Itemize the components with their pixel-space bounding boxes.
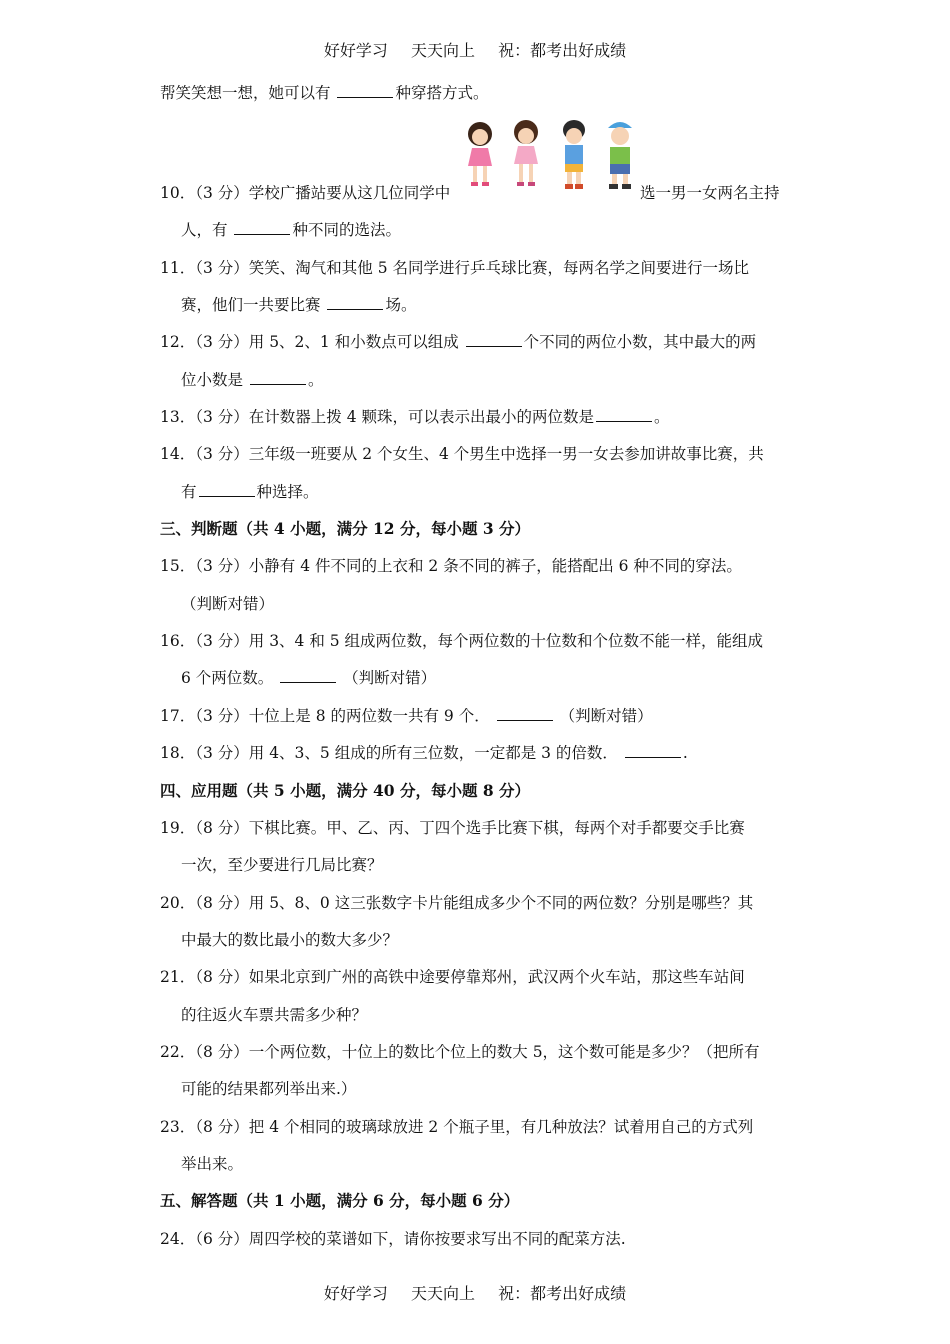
q9-text-end: 种穿搭方式。 xyxy=(395,84,489,102)
q9-tail xyxy=(160,81,488,103)
boy-figure-icon xyxy=(608,122,632,189)
q15-line2 xyxy=(181,592,274,614)
q23-line1: 23．（8 分）把 4 个相同的玻璃球放进 2 个瓶子里，有几种放法？试着用自己的方式列 xyxy=(160,1118,754,1136)
section-title-5: 五、解答题（共 1 小题，满分 6 分，每小题 6 分） xyxy=(160,1191,520,1210)
q16-text3: （判断对错） xyxy=(343,669,437,687)
q10-line1 xyxy=(160,181,450,203)
girl-figure-icon xyxy=(468,122,492,186)
q20-line1: 20．（8 分）用 5、8、0 这三张数字卡片能组成多少个不同的两位数？分别是哪些？其 xyxy=(160,894,754,912)
q13-line xyxy=(160,405,670,427)
answer-blank[interactable] xyxy=(625,743,681,758)
q22-line1: 22．（8 分）一个两位数，十位上的数比个位上的数大 5，这个数可能是多少？（把所有 xyxy=(160,1043,760,1061)
q10-line1-end xyxy=(640,181,780,203)
answer-blank[interactable] xyxy=(466,332,522,347)
q17-line xyxy=(160,704,653,726)
q12-text4: 。 xyxy=(307,371,324,389)
q20-line2: 中最大的数比最小的数大多少？ xyxy=(181,931,399,949)
answer-blank[interactable] xyxy=(327,295,383,310)
footer-text-3: 祝：都考出好成绩 xyxy=(498,1284,627,1303)
q18-text2: . xyxy=(682,744,688,762)
q21-line1: 21．（8 分）如果北京到广州的高铁中途要停靠郑州，武汉两个火车站，那这些车站间 xyxy=(160,968,745,986)
q24-line1: 24．（6 分）周四学校的菜谱如下，请你按要求写出不同的配菜方法. xyxy=(160,1230,626,1248)
q16-line2 xyxy=(181,666,436,688)
q16-text: 16．（3 分）用 3、4 和 5 组成两位数，每个两位数的十位数和个位数不能一样，能组成 xyxy=(160,632,764,650)
q9-text: 帮笑笑想一想，她可以有 xyxy=(160,84,331,102)
q10-text3: 种不同的选法。 xyxy=(292,221,401,239)
q15-line1 xyxy=(160,554,742,576)
q17-text2: （判断对错） xyxy=(559,707,653,725)
q22-line2: 可能的结果都列举出来.） xyxy=(181,1080,357,1098)
q11-line1 xyxy=(160,256,749,278)
answer-blank[interactable] xyxy=(280,668,336,683)
boy-figure-icon xyxy=(563,120,585,189)
q10-text2: 人，有 xyxy=(181,221,228,239)
children-illustration xyxy=(460,118,635,196)
q11-line2 xyxy=(181,293,416,315)
girl-figure-icon xyxy=(514,120,538,186)
q19-line1: 19．（8 分）下棋比赛。甲、乙、丙、丁四个选手比赛下棋，每两个对手都要交手比赛 xyxy=(160,819,745,837)
q11-text: 11．（3 分）笑笑、淘气和其他 5 名同学进行乒乓球比赛，每两名学之间要进行一场比 xyxy=(160,259,749,277)
q14-line1 xyxy=(160,442,764,464)
section-title-3: 三、判断题（共 4 小题，满分 12 分，每小题 3 分） xyxy=(160,519,531,538)
answer-blank[interactable] xyxy=(497,706,553,721)
q16-text2: 6 个两位数。 xyxy=(181,669,274,687)
answer-blank[interactable] xyxy=(596,407,652,422)
q12-text2: 个不同的两位小数，其中最大的两 xyxy=(523,333,757,351)
q13-text-end: 。 xyxy=(653,408,670,426)
q23-line2: 举出来。 xyxy=(181,1155,244,1173)
footer-text-2: 天天向上 xyxy=(410,1284,475,1303)
q14-text3: 种选择。 xyxy=(256,483,319,501)
q11-text3: 场。 xyxy=(385,296,417,314)
q14-line2 xyxy=(181,480,319,502)
answer-blank[interactable] xyxy=(199,482,255,497)
q12-line1 xyxy=(160,330,756,352)
page-header xyxy=(0,38,950,61)
footer-text-1: 好好学习 xyxy=(323,1284,388,1303)
answer-blank[interactable] xyxy=(337,83,393,98)
q16-line1 xyxy=(160,629,763,651)
page-footer xyxy=(0,1281,950,1304)
q14-text: 14．（3 分）三年级一班要从 2 个女生、4 个男生中选择一男一女去参加讲故事比赛，共 xyxy=(160,445,764,463)
q12-text: 12．（3 分）用 5、2、1 和小数点可以组成 xyxy=(160,333,459,351)
q12-line2 xyxy=(181,368,323,390)
header-text-3: 祝：都考出好成绩 xyxy=(498,41,627,60)
answer-blank[interactable] xyxy=(250,370,306,385)
q14-text2: 有 xyxy=(181,483,197,501)
q17-text: 17．（3 分）十位上是 8 的两位数一共有 9 个． xyxy=(160,707,490,725)
q19-line2: 一次，至少要进行几局比赛？ xyxy=(181,856,383,874)
answer-blank[interactable] xyxy=(234,220,290,235)
q12-text3: 位小数是 xyxy=(181,371,244,389)
q11-text2: 赛，他们一共要比赛 xyxy=(181,296,321,314)
q15-text: 15．（3 分）小静有 4 件不同的上衣和 2 条不同的裤子，能搭配出 6 种不同的穿法。 xyxy=(160,557,742,575)
q13-text: 13．（3 分）在计数器上拨 4 颗珠，可以表示出最小的两位数是 xyxy=(160,408,594,426)
q15-text2: （判断对错） xyxy=(181,595,275,613)
q18-line xyxy=(160,741,688,763)
q10-text-end: 选一男一女两名主持 xyxy=(640,184,780,202)
q10-line2 xyxy=(181,218,401,240)
q18-text: 18．（3 分）用 4、3、5 组成的所有三位数，一定都是 3 的倍数． xyxy=(160,744,618,762)
q21-line2: 的往返火车票共需多少种？ xyxy=(181,1006,368,1024)
header-text-2: 天天向上 xyxy=(410,41,475,60)
header-text-1: 好好学习 xyxy=(323,41,388,60)
q10-text: 10．（3 分）学校广播站要从这几位同学中 xyxy=(160,184,451,202)
section-title-4: 四、应用题（共 5 小题，满分 40 分，每小题 8 分） xyxy=(160,781,531,800)
